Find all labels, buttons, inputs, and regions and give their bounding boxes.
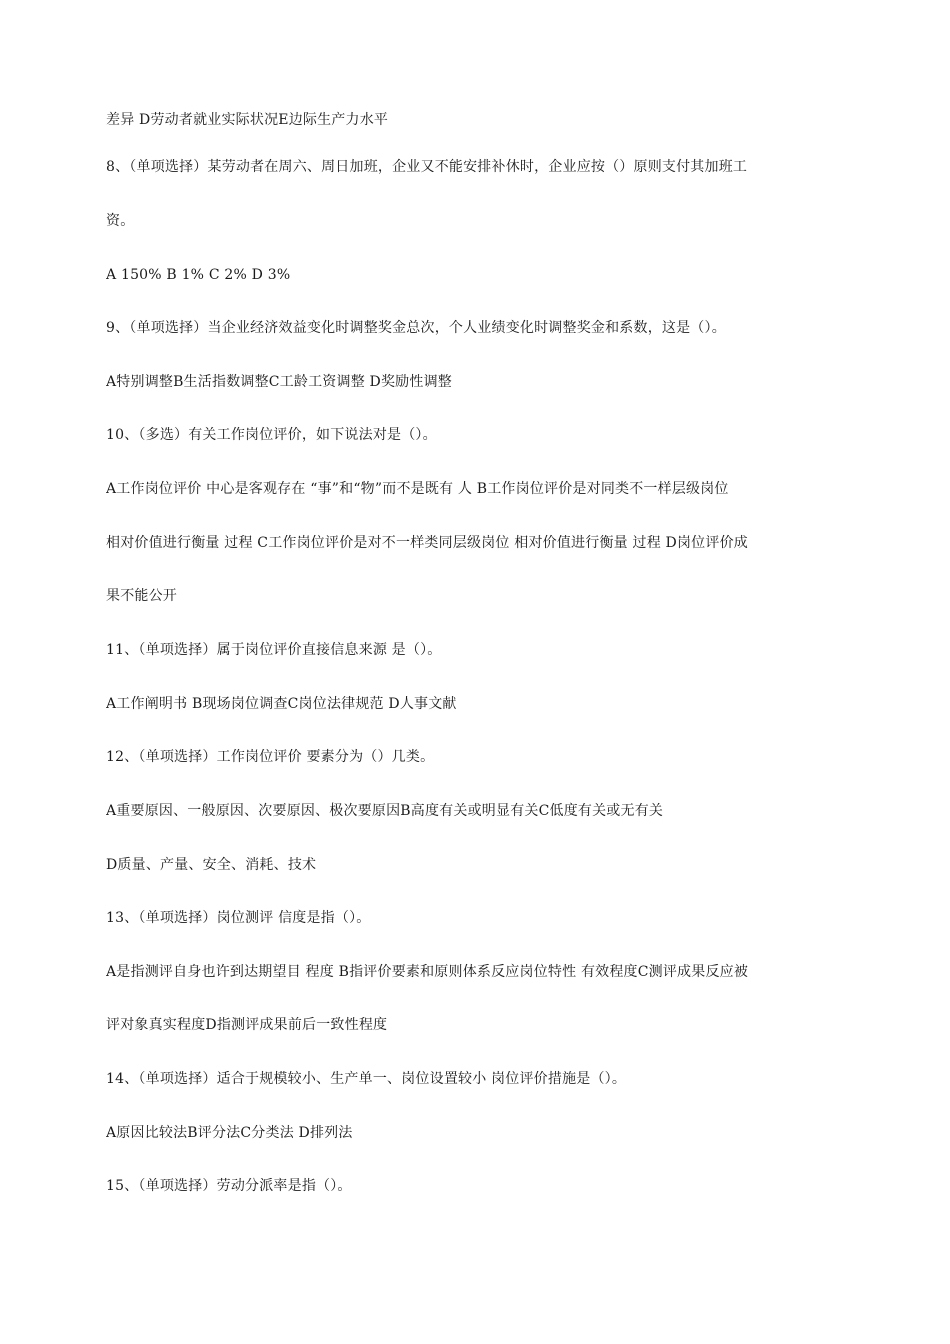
question-8: 8、（单项选择）某劳动者在周六、周日加班，企业又不能安排补休时，企业应按（）原则支付其加班工 <box>106 159 748 175</box>
question-10: 10、（多选）有关工作岗位评价，如下说法对是（）。 <box>106 427 437 443</box>
question-15: 15、（单项选择）劳动分派率是指（）。 <box>106 1178 352 1194</box>
question-14: 14、（单项选择）适合于规模较小、生产单一、岗位设置较小 岗位评价措施是（）。 <box>106 1071 627 1087</box>
answer-options-10: A工作岗位评价 中心是客观存在 “事”和“物”而不是既有 人 B工作岗位评价是对同类不一样层级岗位 <box>106 481 729 497</box>
question-13: 13、（单项选择）岗位测评 信度是指（）。 <box>106 910 371 926</box>
answer-options-13: A是指测评自身也许到达期望目 程度 B指评价要素和原则体系反应岗位特性 有效程度C测评成果反应被 <box>106 964 749 980</box>
answer-options-12: A重要原因、一般原因、次要原因、极次要原因B高度有关或明显有关C低度有关或无有关 <box>106 803 664 819</box>
answer-options-9: A特别调整B生活指数调整C工龄工资调整 D奖励性调整 <box>106 374 452 390</box>
question-12: 12、（单项选择）工作岗位评价 要素分为（）几类。 <box>106 749 435 765</box>
text-line: 评对象真实程度D指测评成果前后一致性程度 <box>106 1017 388 1033</box>
question-9: 9、（单项选择）当企业经济效益变化时调整奖金总次，个人业绩变化时调整奖金和系数，这是（）。 <box>106 320 726 336</box>
answer-options-14: A原因比较法B评分法C分类法 D排列法 <box>106 1125 353 1141</box>
answer-options-11: A工作阐明书 B现场岗位调查C岗位法律规范 D人事文献 <box>106 696 457 712</box>
question-11: 11、（单项选择）属于岗位评价直接信息来源 是（）。 <box>106 642 442 658</box>
text-line: D质量、产量、安全、消耗、技术 <box>106 857 317 873</box>
text-line: 差异 D劳动者就业实际状况E边际生产力水平 <box>106 112 389 128</box>
text-line: 果不能公开 <box>106 588 177 604</box>
text-line: 资。 <box>106 213 135 229</box>
text-line: 相对价值进行衡量 过程 C工作岗位评价是对不一样类同层级岗位 相对价值进行衡量 过程 D岗位评价成 <box>106 535 748 551</box>
answer-options-8: A 150% B 1% C 2% D 3% <box>106 267 291 283</box>
